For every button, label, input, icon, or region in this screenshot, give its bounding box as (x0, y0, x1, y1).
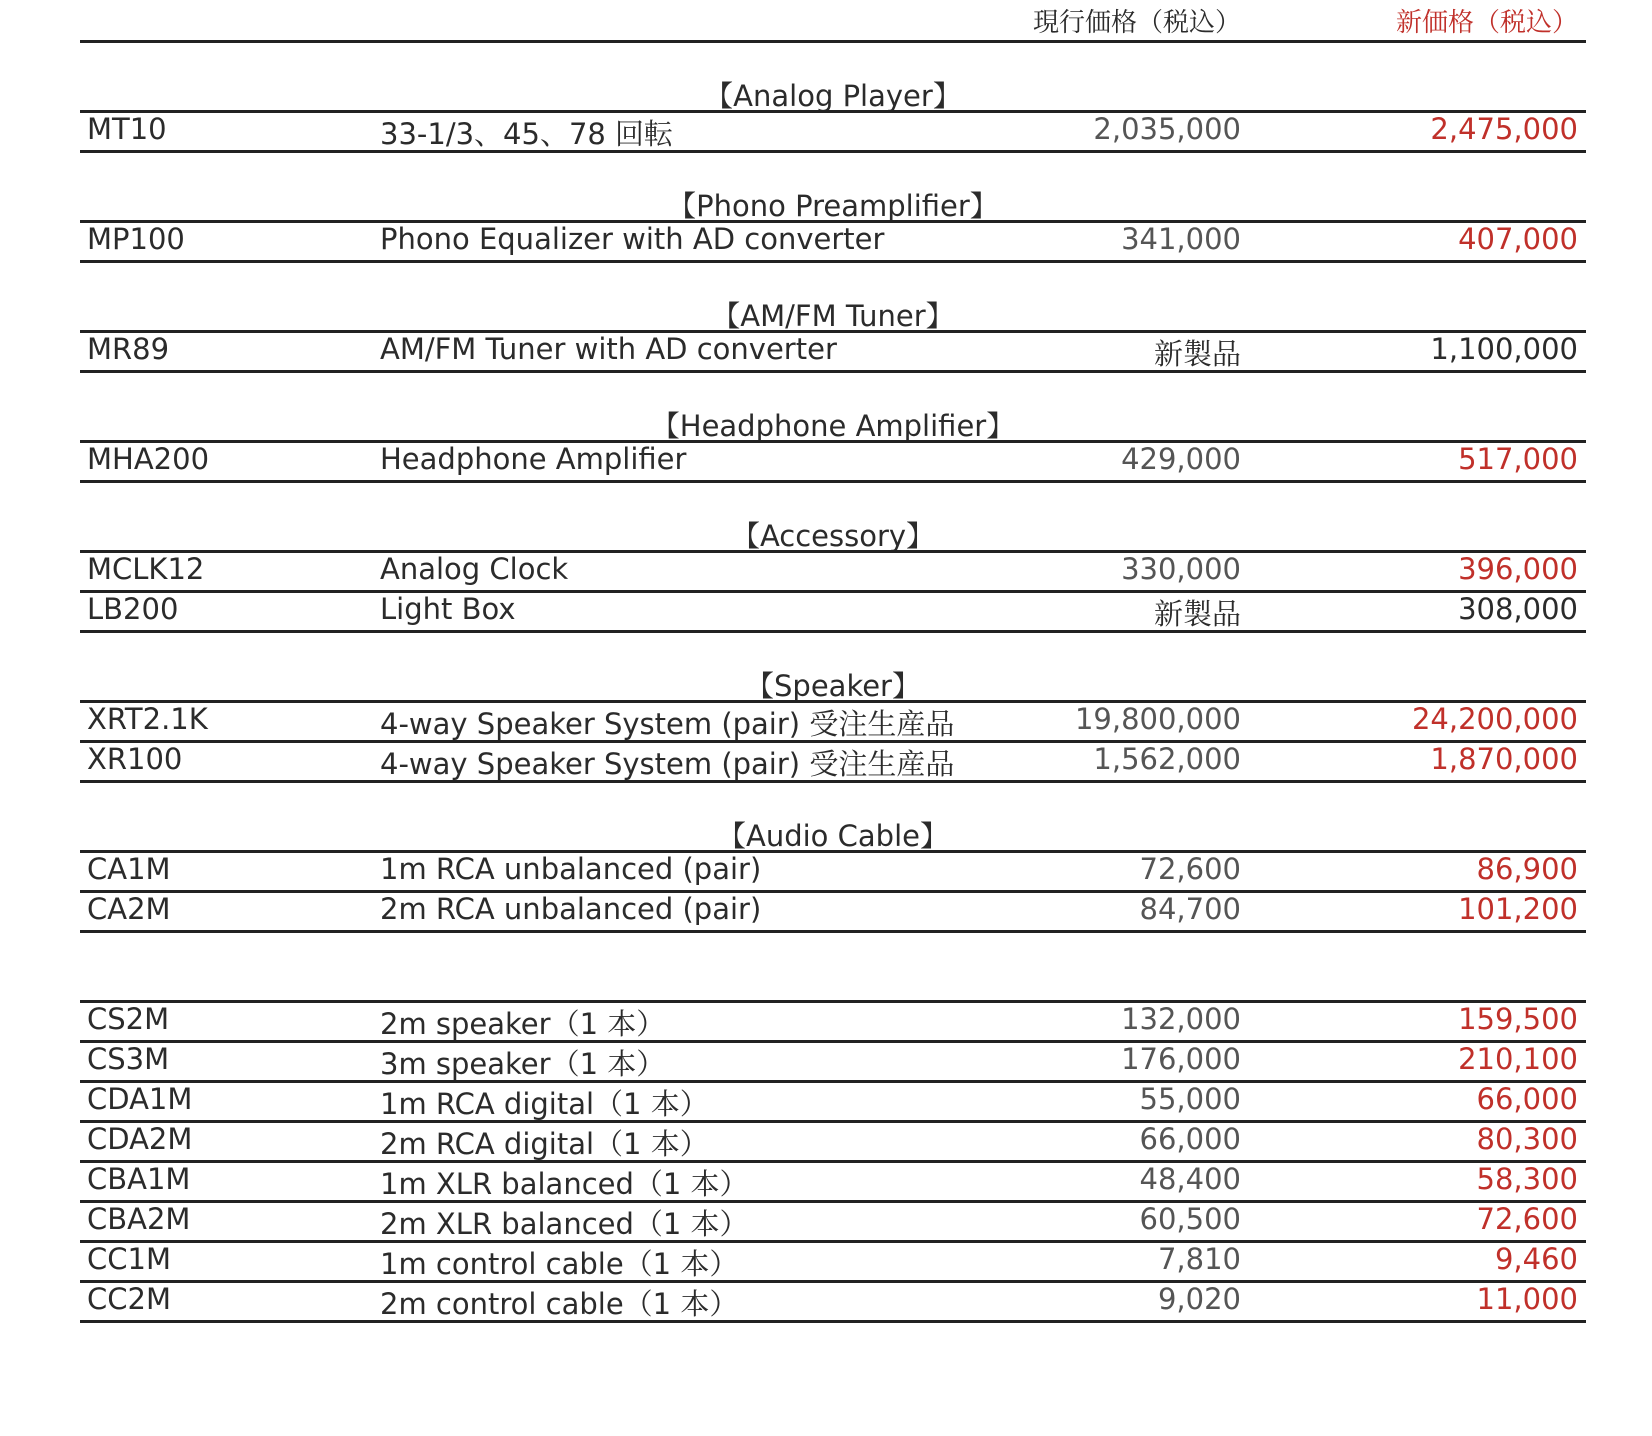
current-price: 429,000 (1121, 442, 1241, 476)
current-price: 7,810 (1157, 1242, 1241, 1276)
new-price: 1,870,000 (1430, 742, 1578, 776)
model-code: MR89 (87, 332, 170, 366)
row-rule (80, 480, 1586, 483)
row-rule (80, 370, 1586, 373)
product-description: 2m RCA unbalanced (pair) (380, 892, 762, 926)
product-description: Light Box (380, 592, 516, 626)
model-code: CC1M (87, 1242, 171, 1276)
new-price: 517,000 (1458, 442, 1578, 476)
table-row (80, 1202, 1586, 1244)
table-row (80, 1242, 1586, 1284)
current-price: 176,000 (1121, 1042, 1241, 1076)
section-title: 【AM/FM Tuner】 (711, 299, 955, 333)
model-code: CS2M (87, 1002, 170, 1036)
table-row (80, 1282, 1586, 1324)
table-row (80, 742, 1586, 784)
new-price: 2,475,000 (1430, 112, 1578, 146)
model-code: LB200 (87, 592, 179, 626)
new-price: 1,100,000 (1430, 332, 1578, 366)
new-price: 72,600 (1476, 1202, 1578, 1236)
product-description: 1m XLR balanced（1 本） (380, 1167, 749, 1201)
row-rule (80, 1320, 1586, 1323)
model-code: CBA1M (87, 1162, 191, 1196)
model-code: CS3M (87, 1042, 170, 1076)
table-row (80, 892, 1586, 934)
current-price: 341,000 (1121, 222, 1241, 256)
product-description: 2m speaker（1 本） (380, 1007, 666, 1041)
new-price-column-header: 新価格（税込） (1395, 8, 1578, 38)
model-code: MHA200 (87, 442, 210, 476)
row-rule (80, 780, 1586, 783)
product-description: 2m control cable（1 本） (380, 1287, 739, 1321)
new-price: 11,000 (1476, 1282, 1578, 1316)
row-rule (80, 150, 1586, 153)
new-price: 159,500 (1458, 1002, 1578, 1036)
new-price: 24,200,000 (1411, 702, 1578, 736)
new-price: 210,100 (1458, 1042, 1578, 1076)
product-description: 33-1/3、45、78 回転 (380, 117, 674, 151)
current-price: 9,020 (1157, 1282, 1241, 1316)
new-price: 101,200 (1458, 892, 1578, 926)
section-title: 【Speaker】 (745, 669, 921, 703)
product-description: 1m control cable（1 本） (380, 1247, 739, 1281)
current-price: 72,600 (1139, 852, 1241, 886)
table-row (80, 1162, 1586, 1204)
section-title: 【Headphone Amplifier】 (650, 409, 1016, 443)
product-description: 4-way Speaker System (pair) 受注生産品 (380, 707, 955, 741)
row-rule (80, 630, 1586, 633)
row-rule (80, 260, 1586, 263)
table-row (80, 592, 1586, 634)
section-title: 【Audio Cable】 (717, 819, 949, 853)
product-description: 2m RCA digital（1 本） (380, 1127, 709, 1161)
current-price: 48,400 (1139, 1162, 1241, 1196)
table-row (80, 552, 1586, 594)
product-description: Headphone Amplifier (380, 442, 687, 476)
new-price: 80,300 (1476, 1122, 1578, 1156)
section-title: 【Analog Player】 (704, 79, 962, 113)
current-price: 1,562,000 (1093, 742, 1241, 776)
row-rule (80, 930, 1586, 933)
model-code: CDA1M (87, 1082, 193, 1116)
table-row (80, 852, 1586, 894)
new-price: 58,300 (1476, 1162, 1578, 1196)
new-price: 407,000 (1458, 222, 1578, 256)
table-row (80, 1122, 1586, 1164)
current-price: 2,035,000 (1093, 112, 1241, 146)
product-description: Analog Clock (380, 552, 569, 586)
section-title: 【Accessory】 (730, 519, 936, 553)
table-row (80, 112, 1586, 154)
model-code: CC2M (87, 1282, 171, 1316)
product-description: AM/FM Tuner with AD converter (380, 332, 837, 366)
new-price: 396,000 (1458, 552, 1578, 586)
new-price: 66,000 (1476, 1082, 1578, 1116)
table-row (80, 442, 1586, 484)
current-price: 新製品 (1153, 597, 1241, 631)
new-price: 86,900 (1476, 852, 1578, 886)
table-row (80, 1042, 1586, 1084)
current-price: 66,000 (1139, 1122, 1241, 1156)
model-code: MP100 (87, 222, 185, 256)
model-code: CA2M (87, 892, 171, 926)
new-price: 308,000 (1458, 592, 1578, 626)
table-row (80, 1082, 1586, 1124)
table-row (80, 1002, 1586, 1044)
product-description: 1m RCA unbalanced (pair) (380, 852, 762, 886)
model-code: CBA2M (87, 1202, 191, 1236)
product-description: 4-way Speaker System (pair) 受注生産品 (380, 747, 955, 781)
table-row (80, 222, 1586, 264)
current-price: 新製品 (1153, 337, 1241, 371)
product-description: 2m XLR balanced（1 本） (380, 1207, 749, 1241)
current-price: 330,000 (1121, 552, 1241, 586)
current-price: 132,000 (1121, 1002, 1241, 1036)
product-description: Phono Equalizer with AD converter (380, 222, 885, 256)
current-price: 19,800,000 (1074, 702, 1241, 736)
table-row (80, 332, 1586, 374)
price-table-header (80, 0, 1586, 43)
new-price: 9,460 (1494, 1242, 1578, 1276)
model-code: MCLK12 (87, 552, 205, 586)
current-price: 60,500 (1139, 1202, 1241, 1236)
model-code: CDA2M (87, 1122, 193, 1156)
model-code: XRT2.1K (87, 702, 208, 736)
model-code: XR100 (87, 742, 183, 776)
section-title: 【Phono Preamplifier】 (667, 189, 999, 223)
current-price: 55,000 (1139, 1082, 1241, 1116)
current-price: 84,700 (1139, 892, 1241, 926)
table-row (80, 702, 1586, 744)
current-price-column-header: 現行価格（税込） (1032, 8, 1241, 38)
product-description: 1m RCA digital（1 本） (380, 1087, 709, 1121)
product-description: 3m speaker（1 本） (380, 1047, 666, 1081)
model-code: MT10 (87, 112, 167, 146)
model-code: CA1M (87, 852, 171, 886)
